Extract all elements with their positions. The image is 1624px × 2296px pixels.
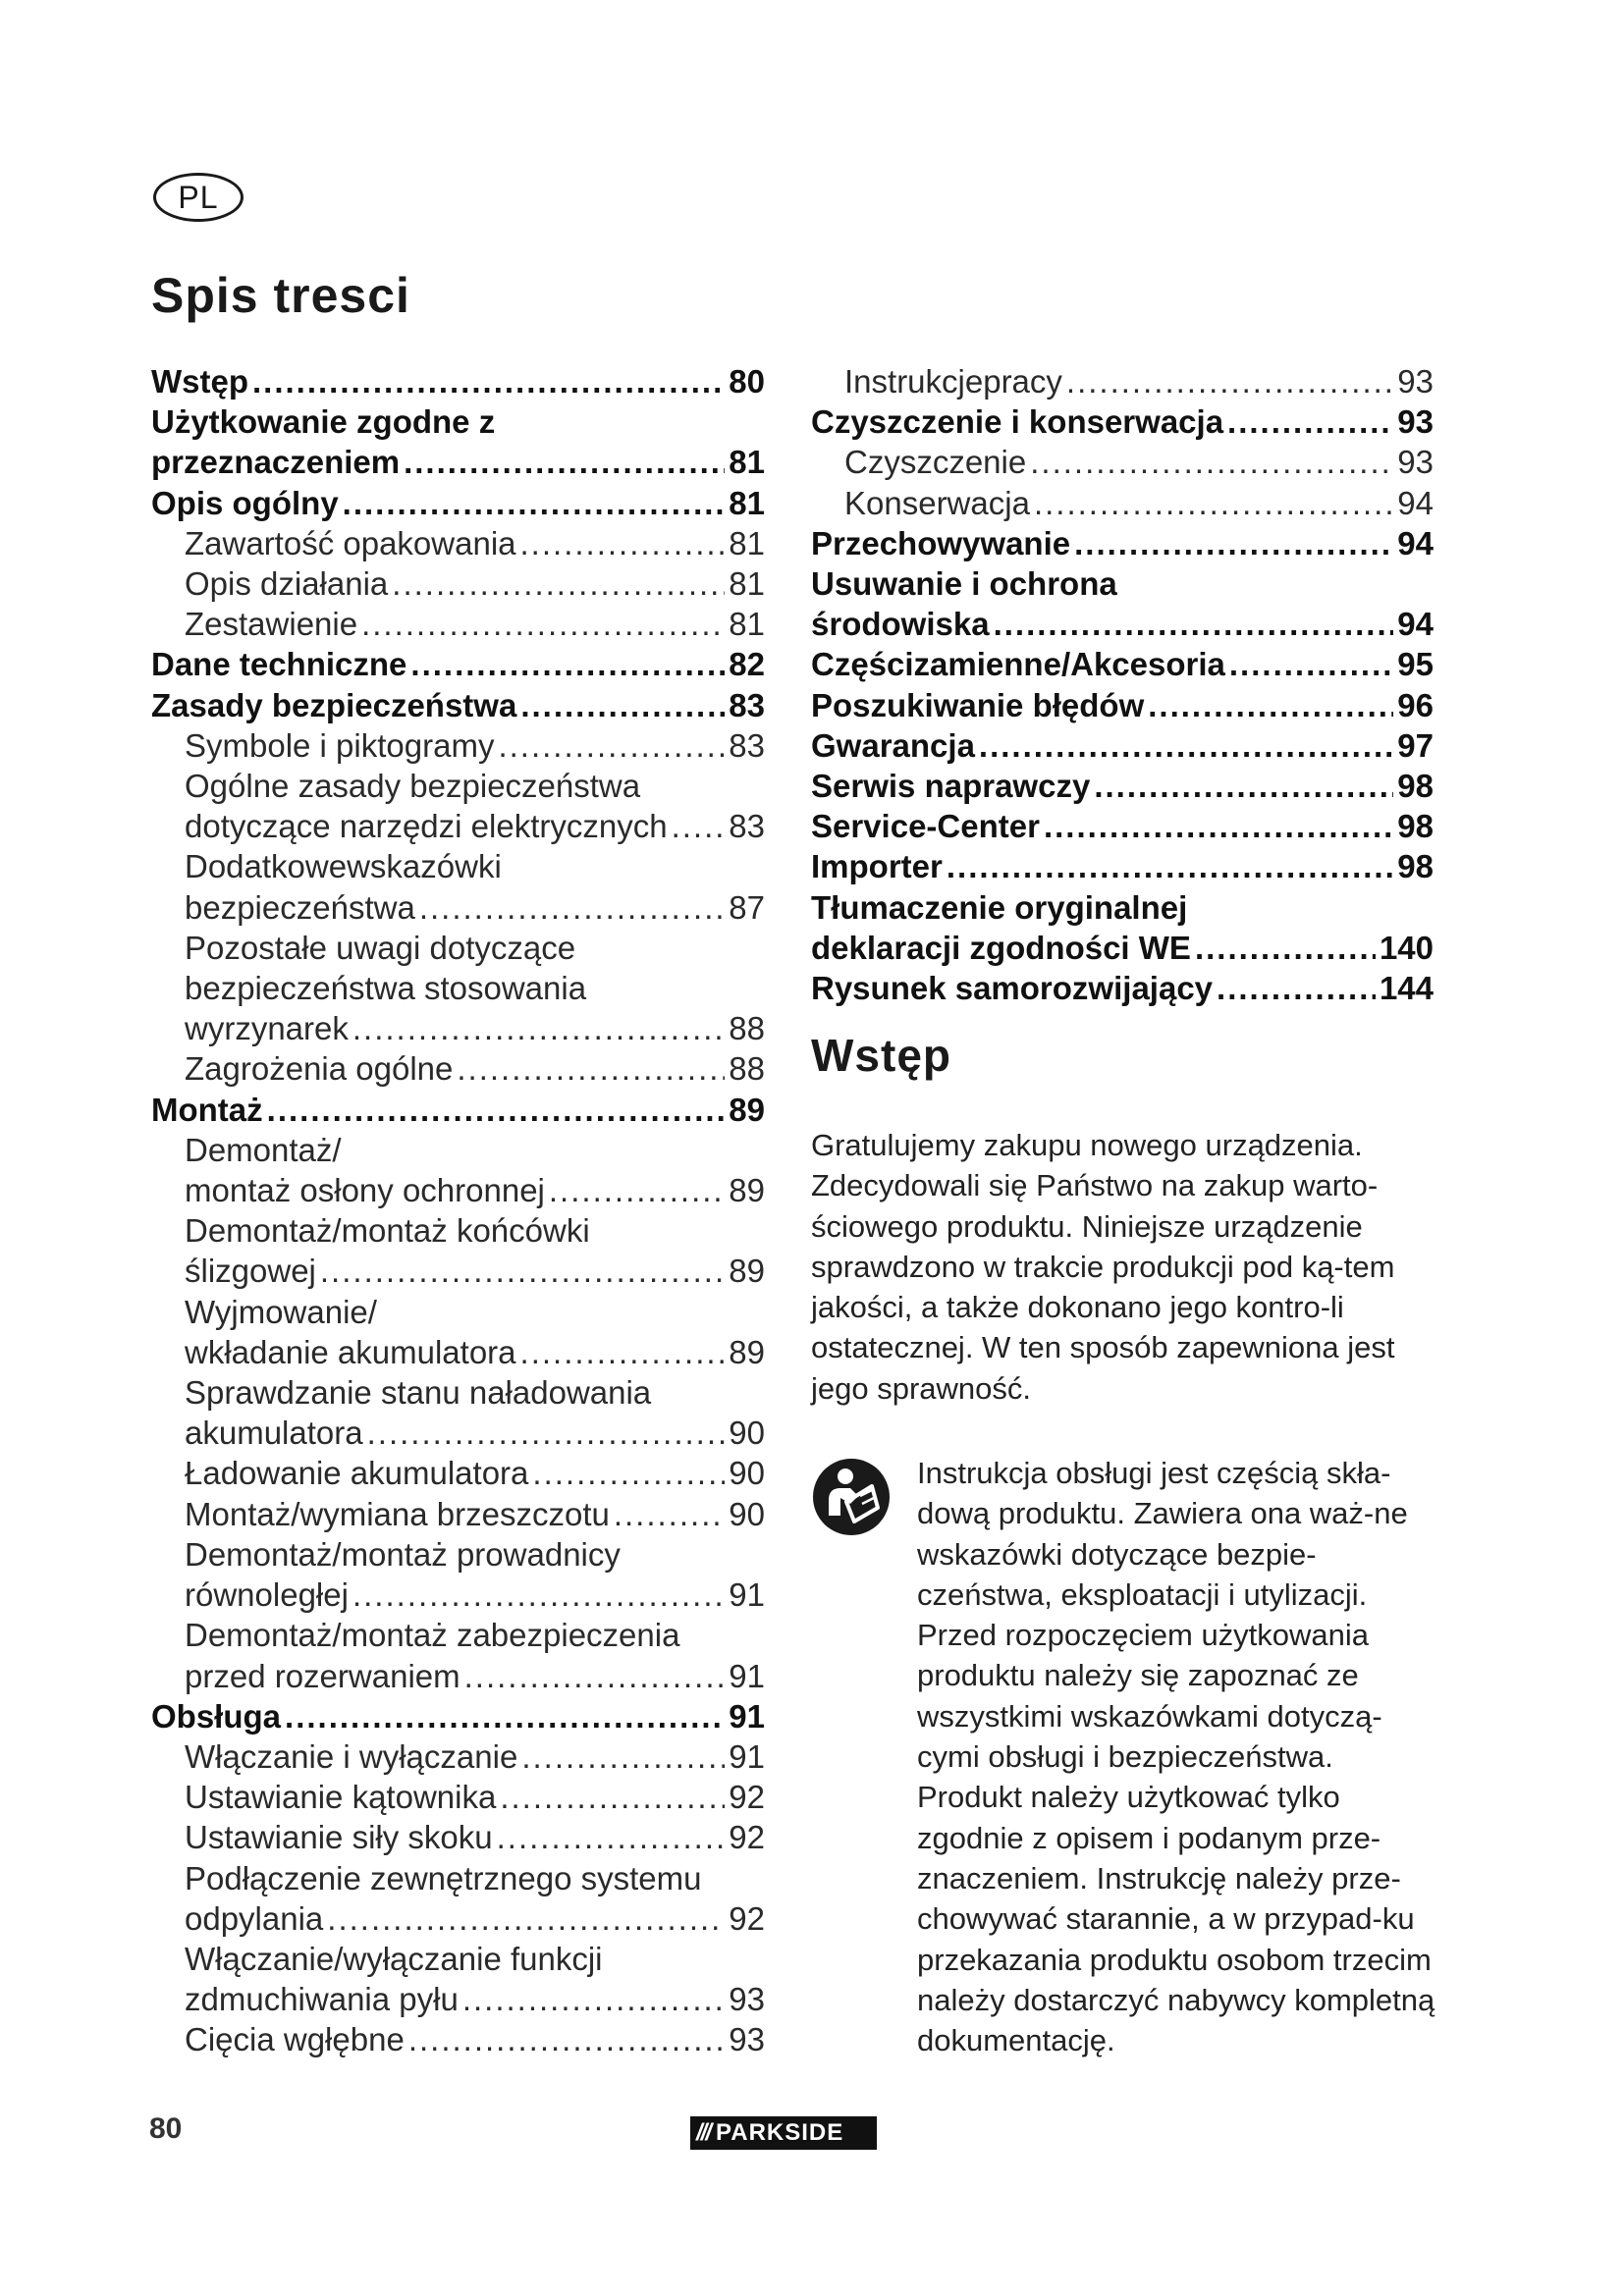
toc-entry-page: 93 [1397, 444, 1434, 481]
toc-entry [811, 887, 1434, 928]
toc-entry-title: Montaż/wymiana brzeszczotu [185, 1495, 610, 1532]
toc-entry-title: Użytkowanie zgodne z [151, 403, 496, 441]
toc-entry [151, 806, 765, 846]
toc-entry [151, 1656, 765, 1696]
toc-right-column [811, 361, 1434, 1008]
toc-dot-leader [1030, 442, 1393, 482]
toc-entry-title: Demontaż/montaż końcówki [185, 1212, 590, 1250]
toc-entry-page: 88 [729, 1010, 765, 1047]
toc-dot-leader [520, 1332, 726, 1372]
toc-dot-leader [1229, 644, 1393, 684]
brand-logo [690, 2116, 877, 2150]
toc-dot-leader [549, 1170, 725, 1210]
toc-dot-leader [1034, 483, 1393, 523]
toc-dot-leader [367, 1413, 726, 1453]
toc-entry-page: 90 [729, 1455, 765, 1492]
toc-dot-leader [410, 644, 725, 684]
toc-entry [811, 846, 1434, 886]
toc-entry [151, 1736, 765, 1777]
page-number: 80 [149, 2112, 183, 2145]
toc-entry-title: Usuwanie i ochrona [811, 565, 1117, 603]
toc-entry [151, 361, 765, 401]
toc-entry-title: Konserwacja [844, 484, 1030, 521]
toc-entry [151, 1251, 765, 1291]
toc-left-column [151, 361, 765, 2060]
toc-entry [151, 1939, 765, 1979]
toc-entry-page: 83 [729, 726, 765, 764]
toc-entry [811, 483, 1434, 523]
toc-entry-page: 92 [729, 1899, 765, 1937]
toc-entry-page: 140 [1379, 929, 1434, 966]
toc-entry-title: Zagrożenia ogólne [185, 1050, 454, 1088]
toc-entry-title: Dodatkowewskazówki [185, 848, 502, 885]
toc-entry-page: 83 [729, 686, 765, 723]
toc-entry-page: 89 [729, 1253, 765, 1290]
toc-entry-title: wyrzynarek [185, 1010, 349, 1047]
section-heading-intro: Wstęp [811, 1030, 951, 1081]
toc-entry [151, 1453, 765, 1493]
toc-entry-page: 93 [1397, 403, 1434, 441]
toc-entry-title: Demontaż/montaż prowadnicy [185, 1535, 621, 1573]
toc-entry-title: przeznaczeniem [151, 444, 401, 481]
toc-entry-page: 82 [729, 646, 765, 683]
toc-entry [811, 563, 1434, 604]
toc-entry [151, 1372, 765, 1413]
toc-entry-page: 91 [729, 1697, 765, 1735]
toc-entry-title: Tłumaczenie oryginalnej [811, 888, 1188, 926]
toc-dot-leader [498, 725, 725, 766]
toc-entry [151, 1575, 765, 1615]
toc-entry-page: 89 [729, 1333, 765, 1370]
toc-dot-leader [520, 523, 726, 563]
toc-entry-page: 91 [729, 1737, 765, 1775]
toc-entry [811, 806, 1434, 846]
toc-entry [151, 1008, 765, 1048]
toc-entry-page: 80 [729, 363, 765, 400]
toc-entry [151, 563, 765, 604]
toc-entry-title: równoległej [185, 1576, 349, 1614]
toc-entry-title: odpylania [185, 1899, 324, 1937]
toc-entry-title: Włączanie/wyłączanie funkcji [185, 1940, 603, 1977]
toc-entry-page: 93 [729, 1981, 765, 2018]
toc-entry-title: Czyszczenie [844, 444, 1027, 481]
toc-entry [151, 968, 765, 1008]
toc-entry-title: Opis ogólny [151, 484, 339, 521]
toc-entry-title: Przechowywanie [811, 524, 1071, 561]
toc-dot-leader [267, 1090, 726, 1130]
toc-entry-title: zdmuchiwania pyłu [185, 1981, 459, 2018]
toc-entry-page: 98 [1397, 848, 1434, 885]
toc-dot-leader [1074, 523, 1393, 563]
read-manual-icon [811, 1457, 892, 1537]
toc-dot-leader [464, 1656, 726, 1696]
toc-entry [151, 1130, 765, 1170]
toc-entry-title: Serwis naprawczy [811, 768, 1091, 805]
toc-entry [811, 928, 1434, 968]
toc-dot-leader [408, 2019, 725, 2059]
toc-entry [151, 644, 765, 684]
toc-entry [151, 928, 765, 968]
toc-entry-page: 98 [1397, 808, 1434, 845]
toc-entry-title: Importer [811, 848, 943, 885]
toc-entry-title: Obsługa [151, 1697, 282, 1735]
toc-entry-page: 94 [1397, 606, 1434, 643]
toc-entry-page: 91 [729, 1576, 765, 1614]
toc-entry-title: Cięcia wgłębne [185, 2021, 405, 2058]
toc-entry-page: 144 [1379, 970, 1434, 1007]
toc-entry-title: Pozostałe uwagi dotyczące [185, 929, 576, 966]
toc-dot-leader [672, 806, 726, 846]
toc-dot-leader [457, 1048, 725, 1089]
intro-paragraph: Gratulujemy zakupu nowego urządzenia. Zdecydowali się Państwo na zakup warto-ściowego produktu. Niniejsze urządzenie sprawdzono w trakcie produkcji pod ką-tem jakości, a także dokonano jego kontro-li ostatecznej. W ten sposób zapewniona jest jego sprawność. [811, 1128, 1395, 1406]
toc-entry [151, 442, 765, 482]
toc-dot-leader [1066, 361, 1393, 401]
toc-dot-leader [614, 1494, 725, 1534]
toc-dot-leader [392, 563, 725, 604]
toc-entry-page: 91 [729, 1657, 765, 1694]
toc-entry-title: Dane techniczne [151, 646, 407, 683]
toc-entry-page: 98 [1397, 768, 1434, 805]
toc-entry [151, 1817, 765, 1857]
toc-entry-page: 92 [729, 1819, 765, 1856]
toc-entry [151, 1858, 765, 1898]
toc-entry-page: 93 [1397, 363, 1434, 400]
toc-dot-leader [979, 725, 1393, 766]
toc-entry-title: środowiska [811, 606, 990, 643]
toc-entry [151, 1332, 765, 1372]
toc-entry-title: dotyczące narzędzi elektrycznych [185, 808, 668, 845]
toc-entry-page: 89 [729, 1172, 765, 1209]
toc-entry [151, 1615, 765, 1655]
toc-entry-page: 81 [729, 565, 765, 603]
toc-dot-leader [327, 1898, 725, 1939]
toc-entry [151, 766, 765, 806]
toc-entry [151, 1534, 765, 1575]
toc-entry [151, 523, 765, 563]
toc-dot-leader [497, 1817, 726, 1857]
toc-entry-title: Wstęp [151, 363, 248, 400]
toc-entry-title: Czyszczenie i konserwacja [811, 403, 1224, 441]
brand-stripes: /// [696, 2119, 711, 2146]
toc-entry-page: 94 [1397, 524, 1434, 561]
toc-dot-leader [520, 685, 725, 725]
toc-entry [811, 685, 1434, 725]
toc-dot-leader [1217, 968, 1376, 1008]
toc-entry [151, 1898, 765, 1939]
toc-entry-title: Ładowanie akumulatora [185, 1455, 529, 1492]
toc-entry-title: Gwarancja [811, 726, 975, 764]
language-badge: PL [153, 173, 244, 222]
toc-entry-page: 90 [729, 1415, 765, 1452]
toc-entry-page: 81 [729, 606, 765, 643]
toc-entry [811, 968, 1434, 1008]
toc-entry-page: 87 [729, 888, 765, 926]
toc-dot-leader [343, 483, 726, 523]
toc-entry-title: Ogólne zasady bezpieczeństwa [185, 768, 641, 805]
toc-entry-title: Service-Center [811, 808, 1040, 845]
toc-entry [151, 725, 765, 766]
toc-entry-title: Poszukiwanie błędów [811, 686, 1145, 723]
toc-entry [811, 401, 1434, 442]
toc-entry-title: deklaracji zgodności WE [811, 929, 1191, 966]
toc-entry-page: 96 [1397, 686, 1434, 723]
toc-dot-leader [252, 361, 725, 401]
toc-entry-title: bezpieczeństwa stosowania [185, 970, 587, 1007]
toc-dot-leader [361, 604, 725, 644]
toc-entry [151, 1777, 765, 1817]
toc-dot-leader [500, 1777, 725, 1817]
toc-entry [151, 1494, 765, 1534]
toc-entry [811, 604, 1434, 644]
toc-dot-leader [521, 1736, 725, 1777]
toc-entry-page: 95 [1397, 646, 1434, 683]
toc-entry-page: 90 [729, 1495, 765, 1532]
toc-entry-title: Montaż [151, 1091, 263, 1128]
toc-entry [151, 1292, 765, 1332]
toc-entry-title: Ustawianie siły skoku [185, 1819, 493, 1856]
toc-entry [811, 523, 1434, 563]
toc-dot-leader [1044, 806, 1393, 846]
toc-dot-leader [994, 604, 1394, 644]
toc-entry-page: 81 [729, 444, 765, 481]
toc-entry [151, 1979, 765, 2019]
toc-entry [811, 442, 1434, 482]
toc-entry-title: Zawartość opakowania [185, 524, 516, 561]
toc-entry [811, 766, 1434, 806]
toc-entry [151, 1090, 765, 1130]
toc-dot-leader [1227, 401, 1393, 442]
toc-entry [151, 685, 765, 725]
toc-dot-leader [352, 1575, 725, 1615]
toc-entry-title: Sprawdzanie stanu naładowania [185, 1374, 652, 1412]
toc-entry-title: Demontaż/montaż zabezpieczenia [185, 1617, 680, 1654]
manual-notice-paragraph: Instrukcja obsługi jest częścią skła-dową produktu. Zawiera ona waż-ne wskazówki dotyczące bezpie-czeństwa, eksploatacji i utylizacji. Przed rozpoczęciem użytkowania produktu należy się zapoznać ze wszystkimi wskazówkami dotyczą-cymi obsługi i bezpieczeństwa. Produkt należy użytkować tylko zgodnie z opisem i podanym prze-znaczeniem. Instrukcję należy prze-chowywać starannie, a w przypad-ku przekazania produktu osobom trzecim należy dostarczyć nabywcy kompletną dokumentację. [917, 1456, 1435, 2058]
toc-dot-leader [419, 887, 725, 928]
toc-title: Spis tresci [151, 268, 410, 323]
toc-entry [151, 604, 765, 644]
toc-entry [151, 1048, 765, 1089]
toc-entry-title: przed rozerwaniem [185, 1657, 460, 1694]
toc-entry [151, 2019, 765, 2059]
toc-entry [151, 1210, 765, 1251]
toc-entry-title: akumulatora [185, 1415, 363, 1452]
toc-entry-page: 81 [729, 524, 765, 561]
toc-dot-leader [462, 1979, 725, 2019]
toc-entry [811, 361, 1434, 401]
toc-entry [811, 644, 1434, 684]
toc-dot-leader [320, 1251, 725, 1291]
toc-entry-page: 81 [729, 484, 765, 521]
toc-entry-title: Zestawienie [185, 606, 358, 643]
toc-entry-title: Włączanie i wyłączanie [185, 1737, 518, 1775]
toc-entry-title: Demontaż/ [185, 1131, 342, 1168]
toc-entry-title: Ustawianie kątownika [185, 1779, 497, 1816]
toc-entry-title: Instrukcjepracy [844, 363, 1062, 400]
toc-entry-page: 92 [729, 1779, 765, 1816]
toc-entry-page: 88 [729, 1050, 765, 1088]
brand-name: PARKSIDE [716, 2119, 844, 2146]
toc-entry [151, 1170, 765, 1210]
toc-entry [151, 1413, 765, 1453]
toc-entry-title: wkładanie akumulatora [185, 1333, 516, 1370]
toc-entry-title: montaż osłony ochronnej [185, 1172, 545, 1209]
toc-dot-leader [1148, 685, 1393, 725]
toc-entry [151, 483, 765, 523]
toc-dot-leader [1094, 766, 1393, 806]
toc-entry [811, 725, 1434, 766]
toc-entry [151, 887, 765, 928]
toc-dot-leader [947, 846, 1393, 886]
toc-dot-leader [404, 442, 725, 482]
toc-entry-page: 93 [729, 2021, 765, 2058]
toc-entry-title: Wyjmowanie/ [185, 1293, 377, 1330]
toc-entry-title: Zasady bezpieczeństwa [151, 686, 517, 723]
toc-entry-title: Opis działania [185, 565, 389, 603]
toc-dot-leader [1195, 928, 1376, 968]
toc-entry-page: 89 [729, 1091, 765, 1128]
toc-entry-page: 83 [729, 808, 765, 845]
toc-entry-page: 97 [1397, 726, 1434, 764]
toc-entry-title: Częścizamienne/Akcesoria [811, 646, 1225, 683]
toc-entry [151, 1696, 765, 1736]
toc-entry-title: bezpieczeństwa [185, 888, 415, 926]
toc-dot-leader [532, 1453, 725, 1493]
toc-entry-page: 94 [1397, 484, 1434, 521]
toc-entry-title: ślizgowej [185, 1253, 316, 1290]
toc-entry [151, 846, 765, 886]
toc-dot-leader [285, 1696, 725, 1736]
toc-entry [151, 401, 765, 442]
toc-dot-leader [352, 1008, 725, 1048]
toc-entry-title: Symbole i piktogramy [185, 726, 495, 764]
toc-entry-title: Podłączenie zewnętrznego systemu [185, 1859, 702, 1896]
toc-entry-title: Rysunek samorozwijający [811, 970, 1214, 1007]
